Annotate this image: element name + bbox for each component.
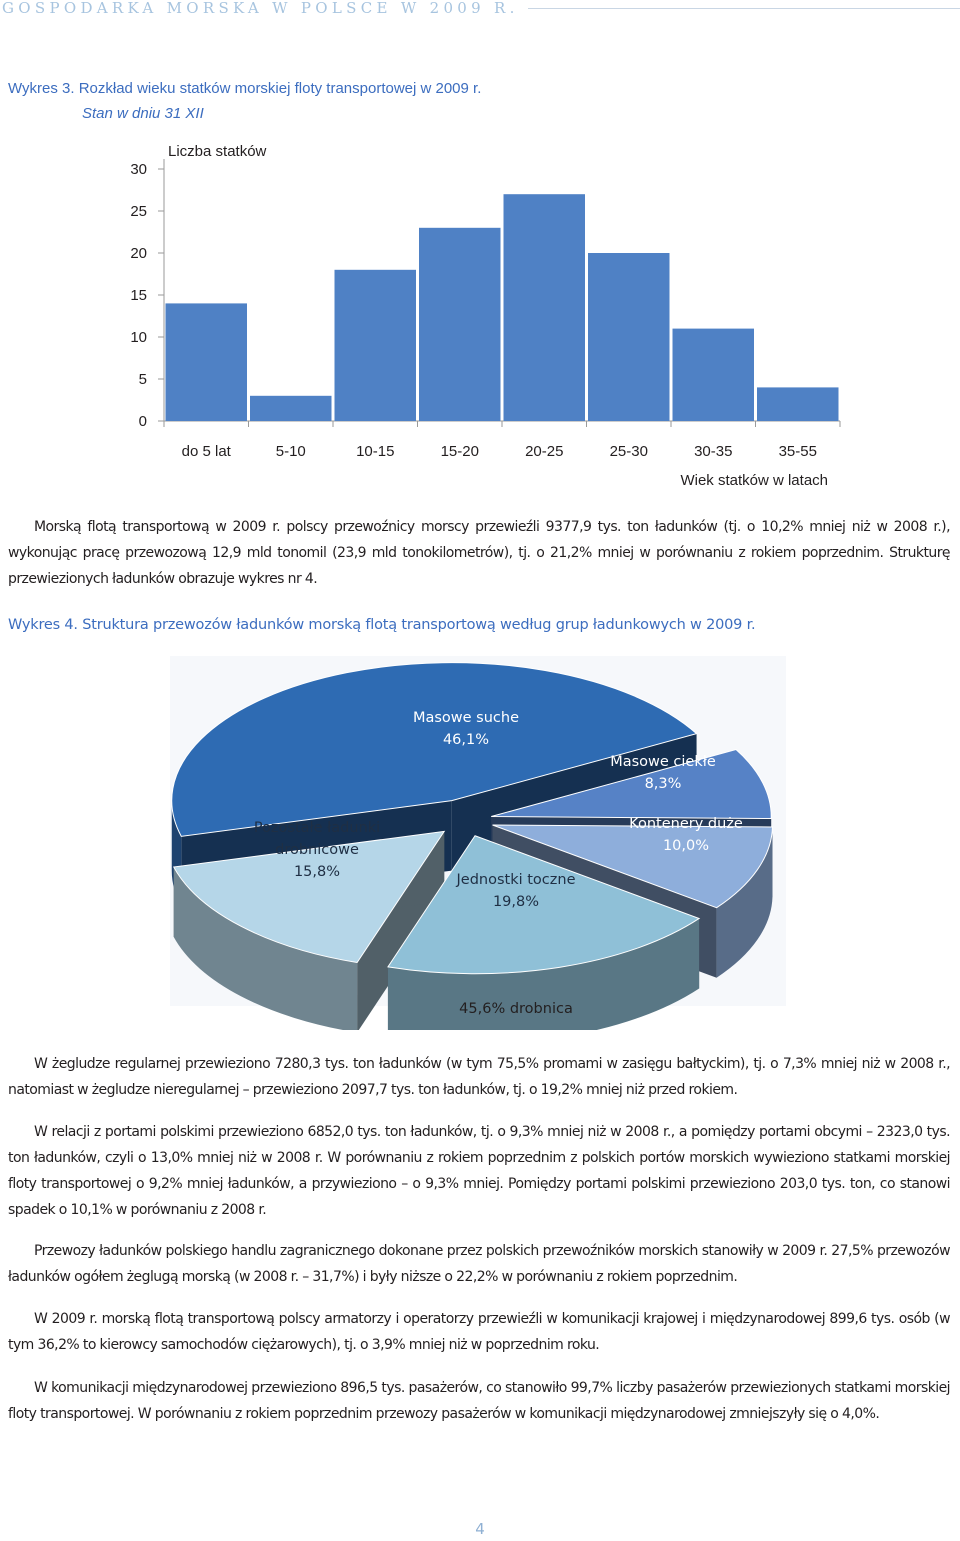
bar [757, 387, 839, 421]
pie-annotation: 45,6% drobnica [459, 1001, 573, 1017]
figure4-title: Wykres 4. Struktura przewozów ładunków morską flotą transportową według grup ładunkowych w 2009 r. [8, 617, 756, 633]
cargo-pie-chart [150, 650, 800, 1030]
figure3-subtitle: Stan w dniu 31 XII [82, 105, 204, 122]
y-tick-label: 30 [130, 161, 147, 178]
slice-value-label: 15,8% [293, 864, 341, 880]
bar [335, 270, 417, 421]
figure3-title: Wykres 3. Rozkład wieku statków morskiej floty transportowej w 2009 r. [8, 80, 482, 97]
y-tick-label: 0 [138, 413, 147, 430]
paragraph-regular-shipping: W żegludze regularnej przewieziono 7280,3 tys. ton ładunków (w tym 75,5% promami w zasięgu bałtyckim), tj. o 7,3% mniej niż w 2008 r., natomiast w żegludze nieregularnej – przewieziono 2097,7 tys. ton ładunków, tj. o 19,2% mniej niż przed rokiem. [8, 1056, 950, 1098]
y-tick-label: 5 [138, 371, 147, 388]
bar [419, 228, 501, 421]
bar [166, 303, 248, 421]
paragraph-international: W komunikacji międzynarodowej przewieziono 896,5 tys. pasażerów, co stanowiło 99,7% liczby pasażerów przewiezionych statkami morskiej floty transportowej. W porównaniu z rokiem poprzednim przewozy pasażerów w komunikacji międzynarodowej zmniejszyły się o 4,0%. [8, 1380, 950, 1422]
slice-label: drobnicowe [275, 842, 359, 858]
y-axis-title: Liczba statków [168, 143, 267, 160]
header-rule [528, 8, 960, 9]
y-tick-label: 15 [130, 287, 147, 304]
page-number: 4 [475, 1520, 485, 1538]
x-tick-label: 10-15 [356, 443, 395, 460]
paragraph-port-relations: W relacji z portami polskimi przewieziono 6852,0 tys. ton ładunków, tj. o 9,3% mniej niż w 2008 r., a pomiędzy portami obcymi – 2323,0 tys. ton ładunków, czyli o 13,0% mniej niż w 2008 r. W porównaniu z rokiem poprzednim z polskich portów morskich wywieziono statkami morskiej floty transportowej o 9,2% mniej ładunków, a przywieziono – o 9,3% mniej. Pomiędzy portami polskimi przewieziono 203,0 tys. ton, co stanowi spadek o 10,1% w porównaniu z 2008 r. [8, 1124, 950, 1218]
bar [504, 194, 586, 421]
bar [588, 253, 670, 421]
paragraph-foreign-trade: Przewozy ładunków polskiego handlu zagranicznego dokonane przez polskich przewoźników morskich stanowiły w 2009 r. 27,5% przewozów ładunków ogółem żeglugą morską (w 2008 r. – 31,7%) i były niższe o 22,2% w porównaniu z rokiem poprzednim. [8, 1243, 950, 1285]
x-tick-label: 25-30 [609, 443, 648, 460]
slice-value-label: 8,3% [644, 776, 682, 792]
x-tick-label: 30-35 [694, 443, 733, 460]
bar [250, 396, 332, 421]
slice-label: Kontenery duże [629, 816, 743, 832]
y-tick-label: 25 [130, 203, 147, 220]
slice-value-label: 46,1% [442, 732, 490, 748]
bar [673, 329, 755, 421]
x-tick-label: 5-10 [275, 443, 306, 460]
slice-label: Masowe suche [412, 710, 520, 726]
slice-label: Pozostałe ładunki [253, 820, 381, 836]
paragraph-passengers: W 2009 r. morską flotą transportową polscy armatorzy i operatorzy przewieźli w komunikacji krajowej i międzynarodowej 899,6 tys. osób (w tym 36,2% to kierowcy samochodów ciężarowych), tj. o 3,9% mniej niż w poprzednim roku. [8, 1311, 950, 1353]
x-tick-label: do 5 lat [181, 443, 231, 460]
slice-label: Masowe ciekłe [610, 754, 716, 770]
paragraph-fleet-cargo: Morską flotą transportową w 2009 r. polscy przewoźnicy morscy przewieźli 9377,9 tys. ton ładunków (tj. o 10,2% mniej niż w 2008 r.), wykonując pracę przewozową 12,9 mld tonomil (23,9 mld tonokilometrów), tj. o 21,2% mniej w porównaniu z rokiem poprzednim. Strukturę przewiezionych ładunków obrazuje wykres nr 4. [8, 519, 950, 587]
running-title: GOSPODARKA MORSKA W POLSCE W 2009 R. [2, 0, 519, 17]
age-bar-chart [0, 130, 960, 495]
x-axis-title: Wiek statków w latach [680, 472, 828, 489]
y-tick-label: 20 [130, 245, 147, 262]
slice-value-label: 10,0% [662, 838, 710, 854]
slice-label: Jednostki toczne [456, 872, 576, 888]
page-header [0, 0, 960, 30]
x-tick-label: 15-20 [440, 443, 479, 460]
x-tick-label: 20-25 [525, 443, 564, 460]
x-tick-label: 35-55 [778, 443, 817, 460]
slice-value-label: 19,8% [492, 894, 540, 910]
y-tick-label: 10 [130, 329, 147, 346]
